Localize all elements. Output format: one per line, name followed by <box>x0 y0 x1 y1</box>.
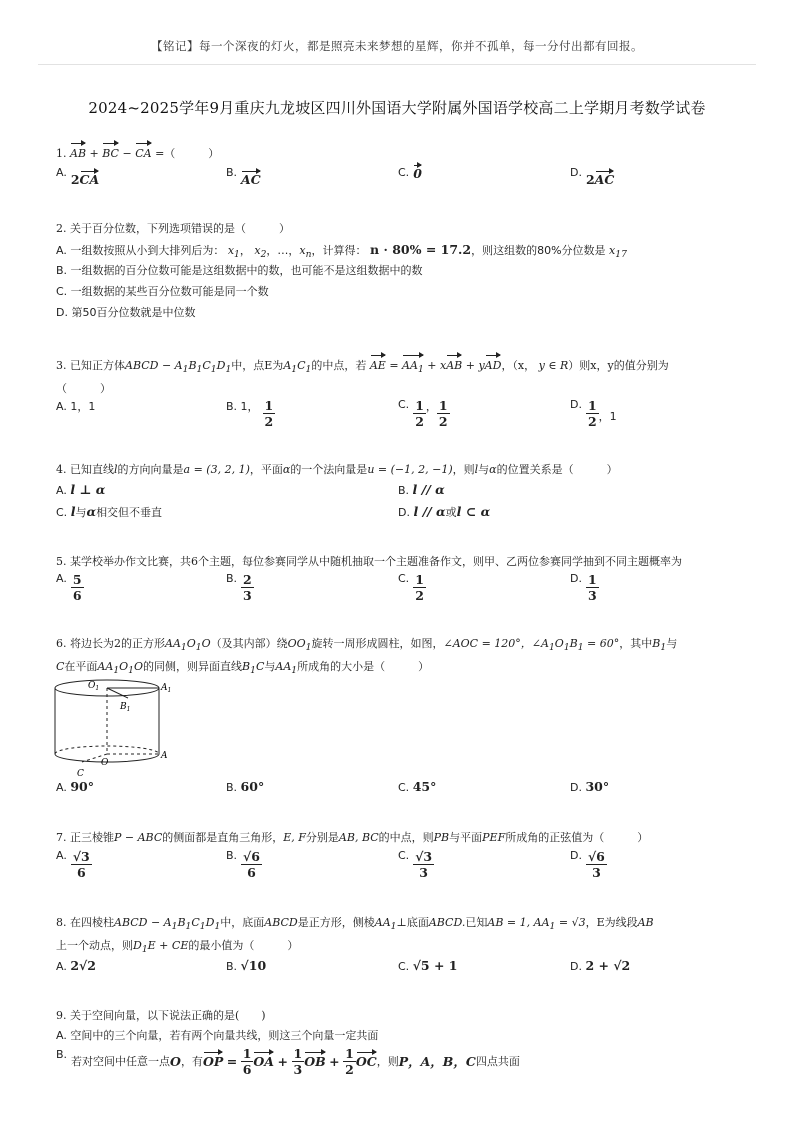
q8-option-c[interactable]: C. √5 + 1 <box>398 958 458 973</box>
q1-number: 1. <box>56 147 67 160</box>
q4-option-d[interactable]: D. l // α或l ⊂ α <box>398 504 491 519</box>
q2-stem: 关于百分位数，下列选项错误的是（ ） <box>70 222 290 235</box>
question-1: 1. AB + BC − CA =（ ） <box>56 144 746 163</box>
q1-vec-ca: CA <box>135 144 151 163</box>
q2-option-b[interactable]: B. 一组数据的百分位数可能是这组数据中的数，也可能不是这组数据中的数 <box>56 264 423 277</box>
label-a1: $A_1$ <box>161 683 172 694</box>
label-b1: $B_1$ <box>120 702 131 713</box>
q1-option-c[interactable]: C. 0 <box>398 166 422 181</box>
q8-option-b[interactable]: B. √10 <box>226 958 267 973</box>
q5-options <box>56 572 746 608</box>
question-7: 7. 正三棱锥P − ABC的侧面都是直角三角形，E, F分别是AB, BC的中点，则PB与平面PEF所成角的正弦值为（ ） <box>56 831 649 844</box>
q2-option-a[interactable]: A. 一组数按照从小到大排列后为： $x_1$， $x_2$，…，$x_n$，计算得： n · 80% = 17.2，则这组数的80%分位数是 $x_{17}$ <box>56 242 627 261</box>
motto-banner: 【铭记】每一个深夜的灯火，都是照亮未来梦想的星辉，你并不孤单，每一分付出都有回报。 <box>151 39 643 53</box>
q8-option-a[interactable]: A. 2√2 <box>56 958 96 973</box>
q7-option-d[interactable]: D. $\frac{√6}{3}$ <box>570 849 605 880</box>
page-title: 2024~2025学年9月重庆九龙坡区四川外国语大学附属外国语学校高二上学期月考数学试卷 <box>88 99 706 117</box>
question-9: 9. 关于空间向量，以下说法正确的是( ) <box>56 1009 266 1022</box>
q7-option-b[interactable]: B. $\frac{√6}{6}$ <box>226 849 260 880</box>
q4-option-c[interactable]: C. l与α相交但不垂直 <box>56 504 163 519</box>
question-2: 2. 关于百分位数，下列选项错误的是（ ） <box>56 222 290 235</box>
q7-options <box>56 849 746 885</box>
q3-options <box>56 398 746 434</box>
q9-option-a[interactable]: A. 空间中的三个向量，若有两个向量共线，则这三个向量一定共面 <box>56 1029 379 1042</box>
q1-option-d[interactable]: D. 2AC <box>570 166 615 187</box>
q2-option-c[interactable]: C. 一组数据的某些百分位数可能是同一个数 <box>56 285 269 298</box>
q6-option-d[interactable]: D. 30° <box>570 779 610 794</box>
q1-paren: =（ ） <box>155 147 220 160</box>
q7-option-a[interactable]: A. $\frac{√3}{6}$ <box>56 849 90 880</box>
q1-options <box>56 166 746 202</box>
question-4: 4. 已知直线l的方向向量是a = (3, 2, 1)，平面α的一个法向量是u = (−1, 2, −1)，则l与α的位置关系是（ ） <box>56 463 618 476</box>
label-o: O <box>101 758 109 768</box>
question-3: 3. 已知正方体ABCD − $A_1B_1C_1D_1$中，点E为$A_1C_1$的中点，若 AE = $AA_1$ + xAB + yAD，（x， y ∈ R）则x，y的值分别为 （ ） <box>56 356 746 398</box>
radius-o1b1 <box>107 688 128 698</box>
q3-option-c[interactable]: C. $\frac{1}{2}$ ， $\frac{1}{2}$ <box>398 398 448 429</box>
q1-option-a[interactable]: A. 2CA <box>56 166 100 187</box>
q1-vec-ab: AB <box>70 144 86 163</box>
label-c: C <box>77 769 84 779</box>
q4-option-a[interactable]: A. l ⊥ α <box>56 482 106 497</box>
q5-option-c[interactable]: C. $\frac{1}{2}$ <box>398 572 424 603</box>
cylinder-figure <box>48 676 188 780</box>
q1-option-b[interactable]: B. AC <box>226 166 261 187</box>
q3-option-d[interactable]: D. $\frac{1}{2}$ ，1 <box>570 398 617 429</box>
q4-option-b[interactable]: B. l // α <box>398 482 445 497</box>
label-a: A <box>161 751 168 761</box>
q9-option-b[interactable]: B. 若对空间中任意一点 O ，有 OP = $\frac{1}{6}$ OA + $\frac{1}{3}$ OB + $\frac{1}{2}$ OC ，则 P，A，B，C 四点共面 <box>56 1046 520 1077</box>
q5-option-d[interactable]: D. $\frac{1}{3}$ <box>570 572 597 603</box>
q3-option-b[interactable]: B. 1， $\frac{1}{2}$ <box>226 398 274 429</box>
q6-option-b[interactable]: B. 60° <box>226 779 265 794</box>
q6-option-c[interactable]: C. 45° <box>398 779 437 794</box>
q8-option-d[interactable]: D. 2 + √2 <box>570 958 631 973</box>
question-5: 5. 某学校举办作文比赛，共6个主题，每位参赛同学从中随机抽取一个主题准备作文，则甲、乙两位参赛同学抽到不同主题概率为 <box>56 555 682 568</box>
q5-option-a[interactable]: A. $\frac{5}{6}$ <box>56 572 82 603</box>
q3-option-a[interactable]: A. 1，1 <box>56 400 96 413</box>
q2-option-d[interactable]: D. 第50百分位数就是中位数 <box>56 306 196 319</box>
q7-option-c[interactable]: C. $\frac{√3}{3}$ <box>398 849 433 880</box>
q5-option-b[interactable]: B. $\frac{2}{3}$ <box>226 572 252 603</box>
label-o1: $O_1$ <box>88 681 100 692</box>
q1-vec-bc: BC <box>102 144 119 163</box>
q6-option-a[interactable]: A. 90° <box>56 779 94 794</box>
header-divider <box>38 64 756 65</box>
question-6: 6. 将边长为2的正方形$AA_1O_1O$（及其内部）绕$OO_1$旋转一周形成圆柱，如图，∠AOC = 120°，$\angle A_1O_1B_1 = 60^\circ$，其中$B_1$与 C在平面$AA_1O_1O$的同侧，则异面直线$B_1C$与$AA_1$所成角的大小是（ ） <box>56 637 678 677</box>
question-8: 8. 在四棱柱ABCD − $A_1B_1C_1D_1$中，底面ABCD是正方形，侧棱$AA_1\perp$底面ABCD.已知AB = 1, $AA_1 = √3$，E为线段AB 上一个动点，则$D_1E$ + CE的最小值为（ ） <box>56 916 654 956</box>
